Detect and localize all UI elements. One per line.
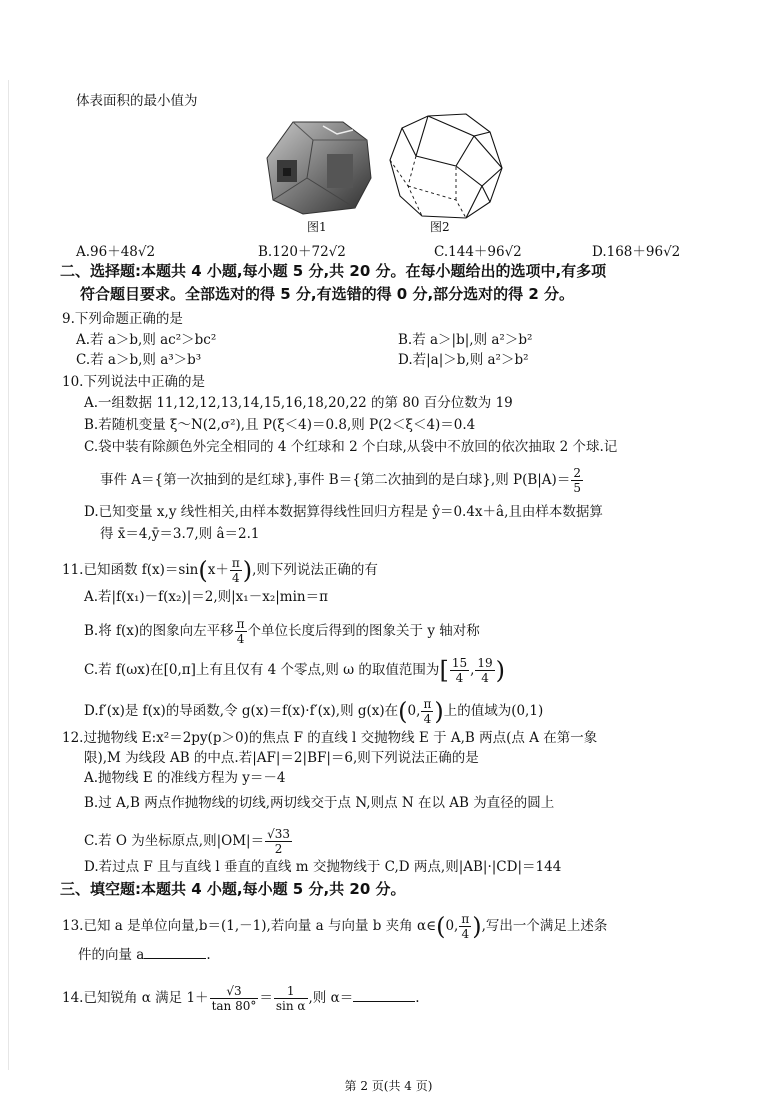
q13-line1: 13.已知 a 是单位向量,b＝(1,－1),若向量 a 与向量 b 夹角 α∈(0, $\frac{\pi}{4}$ ),写出一个满足上述条 <box>62 912 608 941</box>
fraction: $\frac{19}{4}$ <box>477 656 493 685</box>
q14-line: 14.已知锐角 α 满足 1＋ $\frac{√3}{\tan 80^\circ}$ ＝ $\frac{1}{\text{sin α}}$ ,则 α＝ . <box>62 984 420 1013</box>
q11-option-a: A.若|f(x₁)－f(x₂)|＝2,则|x₁－x₂|min＝π <box>84 589 328 605</box>
figure-2-label: 图2 <box>430 220 450 234</box>
fraction: $\frac{15}{4}$ <box>451 656 468 685</box>
q9-option-d: D.若|a|＞b,则 a²＞b² <box>398 352 529 368</box>
section-2-heading-line1: 二、选择题:本题共 4 小题,每小题 5 分,共 20 分。在每小题给出的选项中,有多项 <box>60 262 607 280</box>
q11-stem: 11.已知函数 f(x)＝sin(x＋ $\frac{\pi}{4}$ ),则下列说法正确的有 <box>62 556 378 585</box>
figure-2-drawing <box>386 110 508 222</box>
q12-option-d: D.若过点 F 且与直线 l 垂直的直线 m 交抛物线于 C,D 两点,则|AB|·|CD|＝144 <box>84 859 562 875</box>
q12-option-b: B.过 A,B 两点作抛物线的切线,两切线交于点 N,则点 N 在以 AB 为直径的圆上 <box>84 795 555 811</box>
page-footer: 第 2 页(共 4 页) <box>344 1079 433 1093</box>
q8-option-b: B.120＋72√2 <box>258 244 346 260</box>
q10-option-d-line2: 得 x̄＝4,ȳ＝3.7,则 â＝2.1 <box>100 526 260 542</box>
answer-blank[interactable] <box>353 989 415 1002</box>
q10-option-a: A.一组数据 11,12,12,13,14,15,16,18,20,22 的第 80 百分位数为 19 <box>84 395 513 411</box>
page-edge <box>8 80 9 1070</box>
fraction: $\frac{2}{5}$ <box>573 466 581 495</box>
fraction: $\frac{\pi}{4}$ <box>231 556 240 585</box>
q11-option-b: B.将 f(x)的图象向左平移 $\frac{\pi}{4}$ 个单位长度后得到的图象关于 y 轴对称 <box>84 617 480 646</box>
q12-stem-line2: 限),M 为线段 AB 的中点.若|AF|＝2|BF|＝6,则下列说法正确的是 <box>84 750 479 766</box>
figure-1-label: 图1 <box>307 220 327 234</box>
q10-stem: 10.下列说法中正确的是 <box>62 374 205 390</box>
q11-option-c: C.若 f(ωx)在[0,π]上有且仅有 4 个零点,则 ω 的取值范围为[ $\frac{15}{4}$ , $\frac{19}{4}$ ) <box>84 656 506 685</box>
q8-option-d: D.168＋96√2 <box>592 244 681 260</box>
fraction: $\frac{1}{\text{sin α}}$ <box>275 984 306 1013</box>
q9-stem: 9.下列命题正确的是 <box>62 311 183 327</box>
figure-1-photo <box>263 118 375 218</box>
q9-option-c: C.若 a＞b,则 a³＞b³ <box>76 352 202 368</box>
q10-option-c-line2: 事件 A＝{第一次抽到的是红球},事件 B＝{第二次抽到的是白球},则 P(B|A)＝ $\frac{2}{5}$ <box>100 466 581 495</box>
fraction: $\frac{\pi}{4}$ <box>236 617 245 646</box>
fraction: $\frac{√3}{\tan 80^\circ}$ <box>211 984 257 1013</box>
q8-tail: 体表面积的最小值为 <box>76 93 198 109</box>
fraction: $\frac{√33}{2}$ <box>267 827 290 856</box>
q8-option-a: A.96＋48√2 <box>76 244 156 260</box>
q12-option-c: C.若 O 为坐标原点,则|OM|＝ $\frac{√33}{2}$ <box>84 827 290 856</box>
fraction: $\frac{\pi}{4}$ <box>423 697 432 726</box>
q11-option-d: D.f′(x)是 f(x)的导函数,令 g(x)＝f(x)·f′(x),则 g(x)在(0, $\frac{\pi}{4}$ )上的值域为(0,1) <box>84 697 544 726</box>
q9-option-b: B.若 a＞|b|,则 a²＞b² <box>398 332 533 348</box>
q13-line2: 件的向量 a . <box>78 947 211 963</box>
answer-blank[interactable] <box>144 946 206 959</box>
q10-option-b: B.若随机变量 ξ～N(2,σ²),且 P(ξ＜4)＝0.8,则 P(2＜ξ＜4)＝0.4 <box>84 417 476 433</box>
section-2-heading-line2: 符合题目要求。全部选对的得 5 分,有选错的得 0 分,部分选对的得 2 分。 <box>80 285 575 303</box>
q12-stem-line1: 12.过抛物线 E:x²＝2py(p＞0)的焦点 F 的直线 l 交抛物线 E 于 A,B 两点(点 A 在第一象 <box>62 730 598 746</box>
q10-option-c-line1: C.袋中装有除颜色外完全相同的 4 个红球和 2 个白球,从袋中不放回的依次抽取 2 个球.记 <box>84 439 618 455</box>
q12-option-a: A.抛物线 E 的准线方程为 y＝－4 <box>84 770 286 786</box>
section-3-heading: 三、填空题:本题共 4 小题,每小题 5 分,共 20 分。 <box>60 880 406 898</box>
q10-option-d-line1: D.已知变量 x,y 线性相关,由样本数据算得线性回归方程是 ŷ＝0.4x＋â,且由样本数据算 <box>84 504 603 520</box>
q8-option-c: C.144＋96√2 <box>434 244 522 260</box>
q9-option-a: A.若 a＞b,则 ac²＞bc² <box>76 332 217 348</box>
fraction: $\frac{\pi}{4}$ <box>461 912 470 941</box>
